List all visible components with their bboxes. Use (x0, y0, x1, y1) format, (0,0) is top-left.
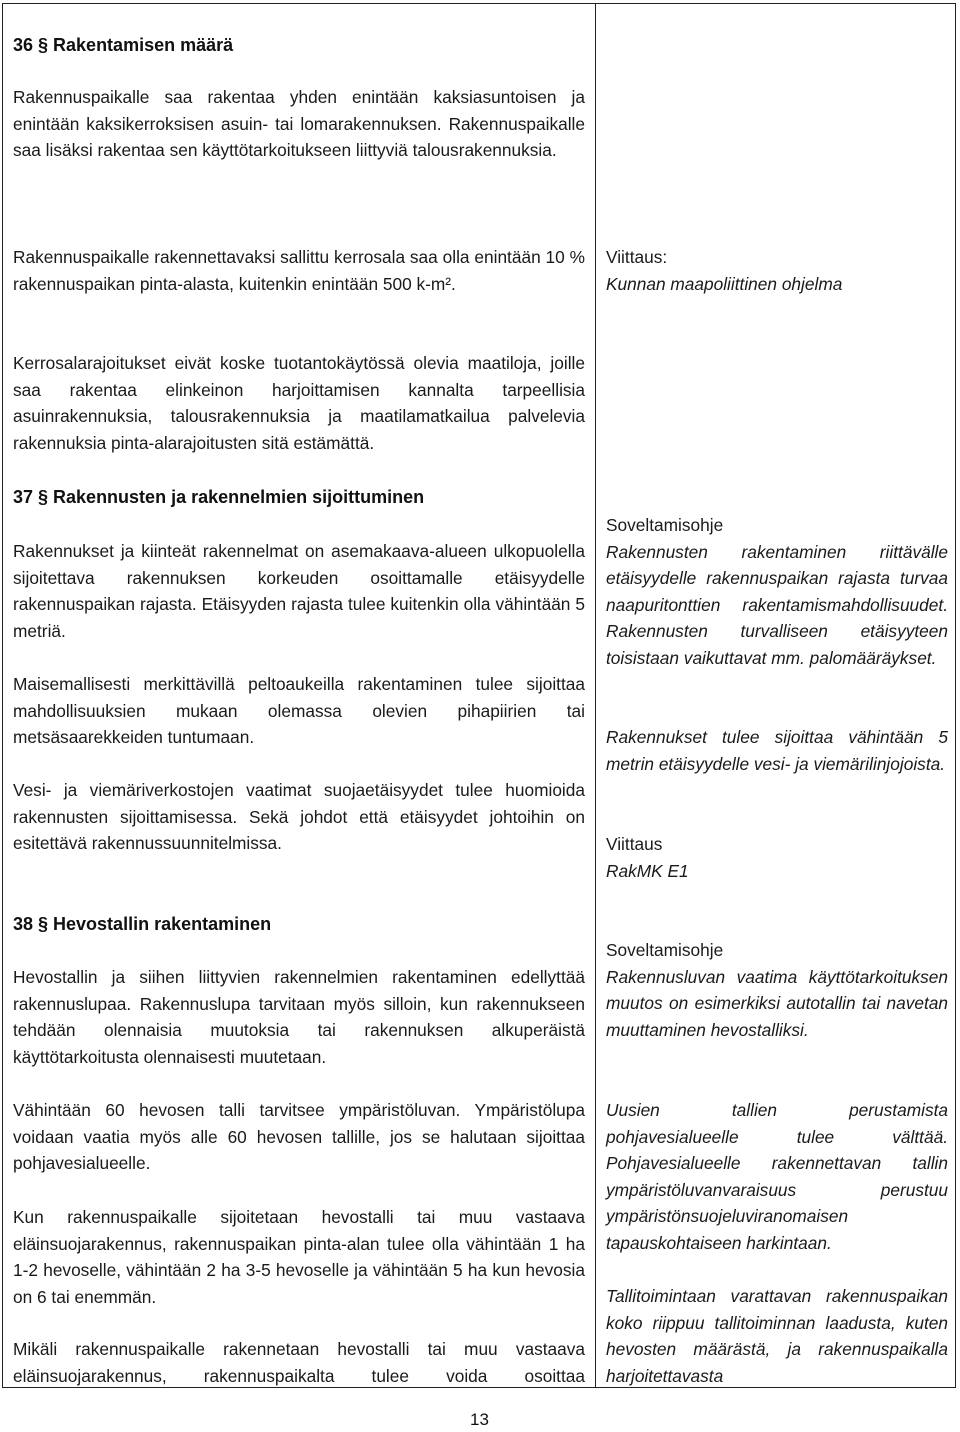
page-number: 13 (470, 1410, 489, 1429)
paragraph: Kun rakennuspaikalle sijoitetaan hevostalli tai muu vastaava eläinsuojarakennus, rakennuspaikan pinta-alan tulee olla vähintään 1 ha 1-2 hevoselle, vähintään 2 ha 3-5 hevoselle ja vähintään 5 ha kun hevosia on 6 tai enemmän. (13, 1207, 585, 1307)
side-note-label: Viittaus: (606, 247, 668, 267)
section-38-paragraph-1 (13, 964, 585, 1070)
paragraph: Maisemallisesti merkittävillä peltoaukeilla rakentaminen tulee sijoittaa mahdollisuuksien mukaan olemassa olevien pihapiirien tai metsäsaarekkeiden tuntumaan. (13, 674, 585, 747)
section-36-side-note (606, 244, 948, 297)
section-36-paragraph-2 (13, 244, 585, 297)
paragraph: Mikäli rakennuspaikalle rakennetaan hevostalli tai muu vastaava eläinsuojarakennus, rakennuspaikalta tulee voida osoittaa (13, 1339, 585, 1386)
section-36-paragraph-1 (13, 84, 585, 164)
side-note-label: Soveltamisohje (606, 515, 724, 535)
section-36-paragraph-3 (13, 350, 585, 456)
side-note-text: Uusien tallien perustamista pohjavesialueelle tulee välttää. Pohjavesialueelle rakennettavan tallin ympäristöluvanvaraisuus perustuu ympäristönsuojeluviranomaisen tapauskohtaiseen harkintaan. (606, 1100, 948, 1253)
section-heading: 37 § Rakennusten ja rakennelmien sijoittuminen (13, 487, 425, 507)
paragraph: Rakennuspaikalle rakennettavaksi sallittu kerrosala saa olla enintään 10 % rakennuspaikan pinta-alasta, kuitenkin enintään 500 k-m². (13, 247, 585, 294)
section-37-side-note-2 (606, 724, 948, 777)
section-38-paragraph-3 (13, 1204, 585, 1310)
section-37-side-note (606, 512, 948, 671)
section-37-paragraph-2 (13, 671, 585, 751)
section-37-paragraph-3 (13, 777, 585, 857)
paragraph: Vähintään 60 hevosen talli tarvitsee ympäristöluvan. Ympäristölupa voidaan vaatia myös alle 60 hevosen tallille, jos se halutaan sijoittaa pohjavesialueelle. (13, 1100, 585, 1173)
section-36-heading-block (13, 32, 585, 58)
side-note-label: Soveltamisohje (606, 940, 724, 960)
section-38-side-note-2 (606, 1097, 948, 1256)
side-note-text: Rakennusluvan vaatima käyttötarkoituksen muutos on esimerkiksi autotallin tai navetan muuttaminen hevostalliksi. (606, 966, 948, 1040)
section-38-side-note (606, 937, 948, 1043)
paragraph: Kerrosalarajoitukset eivät koske tuotantokäytössä olevia maatiloja, joille saa rakentaa elinkeinon harjoittamisen kannalta tarpeellisia asuinrakennuksia, talousrakennuksia ja maatilamatkailua palvelevia rakennuksia pinta-alarajoitusten sitä estämättä. (13, 353, 585, 453)
side-note-text: Rakennukset tulee sijoittaa vähintään 5 metrin etäisyydelle vesi- ja viemärilinjojoista. (606, 727, 948, 774)
section-heading: 38 § Hevostallin rakentaminen (13, 914, 272, 934)
section-38-side-note-3 (606, 1283, 948, 1389)
side-note-text: RakMK E1 (606, 860, 689, 881)
paragraph: Rakennukset ja kiinteät rakennelmat on asemakaava-alueen ulkopuolella sijoitettava rakennuksen korkeuden osoittamalle etäisyydelle rakennuspaikan rajasta. Etäisyyden rajasta tulee kuitenkin olla vähintään 5 metriä. (13, 541, 585, 641)
section-heading: 36 § Rakentamisen määrä (13, 35, 234, 55)
side-note-text: Tallitoimintaan varattavan rakennuspaikan koko riippuu tallitoiminnan laadusta, kuten hevosten määrästä, ja rakennuspaikalla harjoitettavasta (606, 1286, 948, 1386)
column-divider (595, 3, 596, 1388)
side-note-text: Rakennusten rakentaminen riittävälle etäisyydelle rakennuspaikan rajasta turvaa naapuritonttien rakentamismahdollisuudet. Rakennusten turvalliseen etäisyyteen toisistaan vaikuttavat mm. palomääräykset. (606, 541, 948, 668)
paragraph: Hevostallin ja siihen liittyvien rakennelmien rakentaminen edellyttää rakennuslupaa. Rakennuslupa tarvitaan myös silloin, kun rakennukseen tehdään olennaisia muutoksia tai rakennuksen alkuperäistä käyttötarkoitusta olennaisesti muutetaan. (13, 967, 585, 1067)
side-note-label: Viittaus (606, 834, 663, 854)
section-38-paragraph-4 (13, 1336, 585, 1389)
section-38-paragraph-2 (13, 1097, 585, 1177)
side-note-text: Kunnan maapoliittinen ohjelma (606, 273, 843, 294)
section-37-paragraph-1 (13, 538, 585, 644)
section-37-heading-block (13, 484, 585, 510)
section-37-side-reference (606, 831, 948, 884)
paragraph: Vesi- ja viemäriverkostojen vaatimat suojaetäisyydet tulee huomioida rakennusten sijoittamisessa. Sekä johdot että etäisyydet johtoihin on esitettävä rakennussuunnitelmissa. (13, 780, 585, 853)
section-38-heading-block (13, 911, 585, 937)
paragraph: Rakennuspaikalle saa rakentaa yhden enintään kaksiasuntoisen ja enintään kaksikerroksisen asuin- tai lomarakennuksen. Rakennuspaikalle saa lisäksi rakentaa sen käyttötarkoitukseen liittyviä talousrakennuksia. (13, 87, 585, 160)
